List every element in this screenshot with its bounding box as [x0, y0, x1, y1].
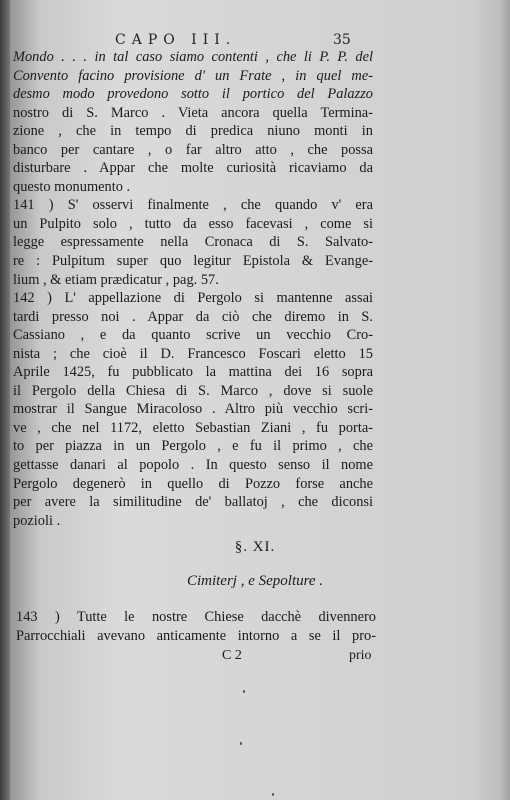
text-line: tardi presso noi . Appar da ciò che diremo in S.	[13, 308, 373, 325]
text-line: 142 ) L' appellazione di Pergolo si mantenne assai	[13, 290, 373, 307]
text-line: Aprile 1425, fu pubblicato la mattina dei 16 sopra	[13, 364, 373, 381]
text-line: ve , che nel 1172, eletto Sebastian Ziani , fu porta-	[13, 419, 373, 436]
text-line: legge espressamente nella Cronaca di S. Salvato-	[13, 234, 373, 251]
text-line: nista ; che cioè il D. Francesco Foscari eletto 15	[13, 345, 373, 362]
section-subtitle: Cimiterj , e Sepolture .	[186, 573, 324, 589]
text-line: re : Pulpitum super quo legitur Epistola & Evange-	[13, 253, 373, 270]
text-line: mostrar il Sangue Miracoloso . Altro più vecchio scri-	[13, 401, 373, 418]
text-line: un Pulpito solo , tutto da esso facevasi , come si	[13, 215, 373, 232]
catchword: prio	[349, 648, 372, 663]
running-head: CAPO III.	[115, 32, 237, 48]
text-line: questo monumento .	[13, 178, 131, 195]
text-line: 141 ) S' osservi finalmente , che quando v' era	[13, 197, 373, 214]
text-line: lium , & etiam prædicatur , pag. 57.	[13, 271, 219, 288]
section-heading: §. XI.	[234, 539, 276, 555]
paragraph-143	[16, 608, 376, 645]
text-line: Cassiano , e da quanto scrive un vecchio Cro-	[13, 327, 373, 344]
text-line: gettasse danari al popolo . In questo senso il nome	[13, 457, 373, 474]
paragraph-line: 143 ) Tutte le nostre Chiese dacchè divennero	[16, 609, 376, 625]
text-line: Mondo . . . in tal caso siamo contenti , che li P. P. del	[13, 49, 373, 65]
paper-speck	[243, 690, 245, 693]
text-line: zione , che in tempo di predica niuno monti in	[13, 123, 373, 140]
page-gutter-shadow	[0, 0, 10, 800]
paper-speck	[240, 742, 242, 745]
text-line: pozioli .	[13, 512, 61, 529]
text-line: to per piazza in un Pergolo , e fu il primo , che	[13, 438, 373, 455]
text-line: nostro di S. Marco . Vieta ancora quella Termina-	[13, 104, 373, 121]
text-line: per avere la similitudine de' ballatoj , che diconsi	[13, 494, 373, 511]
page-number: 35	[333, 32, 351, 48]
paper-speck	[272, 793, 274, 796]
body-text	[13, 48, 373, 530]
signature-mark: C 2	[222, 648, 242, 663]
text-line: Convento facino provisione d' un Frate , in quel me-	[13, 67, 373, 84]
text-line: desmo modo provedono sotto il portico del Palazzo	[13, 86, 373, 103]
text-line: disturbare . Appar che molte curiosità ricaviamo da	[13, 160, 373, 177]
text-line: Pergolo degenerò in quello di Pozzo forse anche	[13, 475, 373, 492]
text-line: il Pergolo della Chiesa di S. Marco , dove si suole	[13, 382, 373, 399]
paragraph-line: Parrocchiali avevano anticamente intorno a se il pro-	[16, 627, 376, 644]
text-line: banco per cantare , o far altro atto , che possa	[13, 141, 373, 158]
